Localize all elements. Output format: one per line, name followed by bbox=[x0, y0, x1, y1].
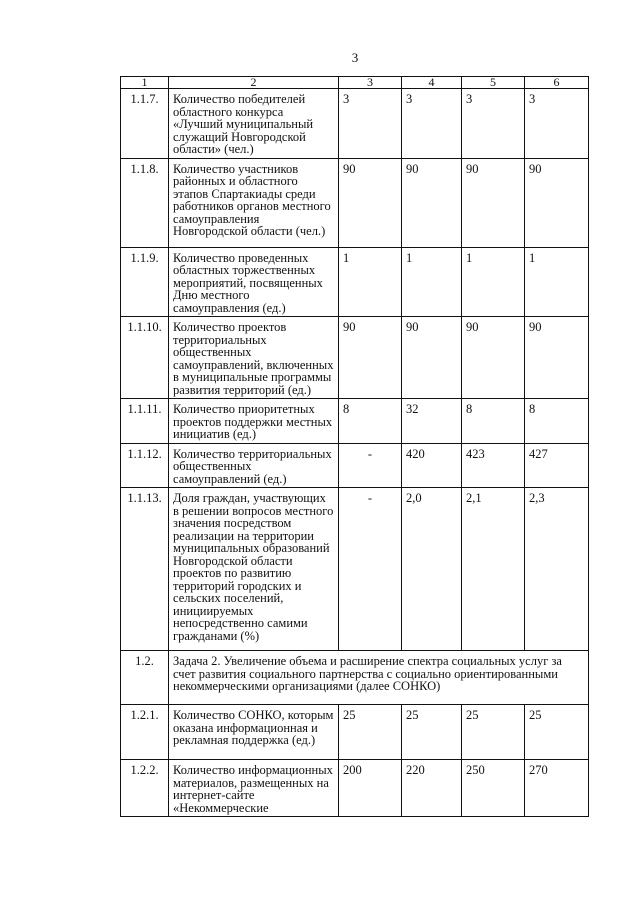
row-text: Количество приоритетных проектов поддержки местных инициатив (ед.) bbox=[169, 399, 339, 444]
header-col-4: 4 bbox=[402, 77, 462, 89]
row-number: 1.1.13. bbox=[121, 488, 169, 651]
row-value: 1 bbox=[402, 247, 462, 317]
row-number: 1.2. bbox=[121, 651, 169, 705]
row-value: 25 bbox=[402, 705, 462, 760]
row-value: 427 bbox=[525, 443, 589, 488]
row-value: 2,3 bbox=[525, 488, 589, 651]
row-value: 90 bbox=[462, 317, 525, 399]
row-value: 90 bbox=[462, 158, 525, 247]
row-text: Количество территориальных общественных самоуправлений (ед.) bbox=[169, 443, 339, 488]
task-row bbox=[121, 651, 589, 705]
row-value: 8 bbox=[339, 399, 402, 444]
header-col-2: 2 bbox=[169, 77, 339, 89]
row-value: 3 bbox=[462, 89, 525, 159]
row-text: Количество победителей областного конкурса «Лучший муниципальный служащий Новгородской области» (чел.) bbox=[169, 89, 339, 159]
row-value: 3 bbox=[402, 89, 462, 159]
row-number: 1.1.11. bbox=[121, 399, 169, 444]
row-text: Количество проектов территориальных общественных самоуправлений, включенных в муниципальные программы развития территорий (ед.) bbox=[169, 317, 339, 399]
table-row bbox=[121, 443, 589, 488]
table-row bbox=[121, 158, 589, 247]
row-value: 3 bbox=[339, 89, 402, 159]
row-number: 1.1.10. bbox=[121, 317, 169, 399]
row-value: 250 bbox=[462, 760, 525, 817]
row-value: 2,1 bbox=[462, 488, 525, 651]
header-col-5: 5 bbox=[462, 77, 525, 89]
row-value: - bbox=[339, 443, 402, 488]
header-row bbox=[121, 77, 589, 89]
row-value: 32 bbox=[402, 399, 462, 444]
indicators-table bbox=[120, 76, 589, 817]
header-col-6: 6 bbox=[525, 77, 589, 89]
table-row bbox=[121, 705, 589, 760]
table-row bbox=[121, 399, 589, 444]
row-text: Количество участников районных и областного этапов Спартакиады среди работников органов местного самоуправления Новгородской области (чел.) bbox=[169, 158, 339, 247]
row-value: 25 bbox=[462, 705, 525, 760]
row-value: 3 bbox=[525, 89, 589, 159]
row-value: 25 bbox=[339, 705, 402, 760]
row-value: 200 bbox=[339, 760, 402, 817]
row-value: 90 bbox=[525, 317, 589, 399]
row-number: 1.1.8. bbox=[121, 158, 169, 247]
table-row bbox=[121, 760, 589, 817]
table-row bbox=[121, 247, 589, 317]
row-number: 1.1.12. bbox=[121, 443, 169, 488]
row-text: Доля граждан, участвующих в решении вопросов местного значения посредством реализации на территории муниципальных образований Новгородской области проектов по развитию территорий городских и сельских поселений, инициируемых непосредственно самими гражданами (%) bbox=[169, 488, 339, 651]
task-text: Задача 2. Увеличение объема и расширение спектра социальных услуг за счет развития социального партнерства с социально ориентированными некоммерческими организациями (далее СОНКО) bbox=[169, 651, 589, 705]
row-value: 1 bbox=[339, 247, 402, 317]
row-number: 1.1.7. bbox=[121, 89, 169, 159]
row-number: 1.1.9. bbox=[121, 247, 169, 317]
row-value: 8 bbox=[525, 399, 589, 444]
row-value: 90 bbox=[339, 158, 402, 247]
row-value: 90 bbox=[402, 158, 462, 247]
table-row bbox=[121, 317, 589, 399]
row-value: 8 bbox=[462, 399, 525, 444]
page-number: 3 bbox=[351, 50, 359, 65]
row-value: 1 bbox=[462, 247, 525, 317]
row-text: Количество информационных материалов, размещенных на интернет-сайте «Некоммерческие bbox=[169, 760, 339, 817]
table-row bbox=[121, 488, 589, 651]
header-col-3: 3 bbox=[339, 77, 402, 89]
row-text: Количество проведенных областных торжественных мероприятий, посвященных Дню местного самоуправления (ед.) bbox=[169, 247, 339, 317]
row-value: 270 bbox=[525, 760, 589, 817]
header-col-1: 1 bbox=[121, 77, 169, 89]
row-value: - bbox=[339, 488, 402, 651]
row-value: 90 bbox=[402, 317, 462, 399]
row-number: 1.2.2. bbox=[121, 760, 169, 817]
row-value: 90 bbox=[339, 317, 402, 399]
row-value: 423 bbox=[462, 443, 525, 488]
row-value: 420 bbox=[402, 443, 462, 488]
row-value: 2,0 bbox=[402, 488, 462, 651]
row-value: 25 bbox=[525, 705, 589, 760]
row-value: 90 bbox=[525, 158, 589, 247]
row-value: 220 bbox=[402, 760, 462, 817]
table-row bbox=[121, 89, 589, 159]
row-number: 1.2.1. bbox=[121, 705, 169, 760]
row-text: Количество СОНКО, которым оказана информационная и рекламная поддержка (ед.) bbox=[169, 705, 339, 760]
row-value: 1 bbox=[525, 247, 589, 317]
